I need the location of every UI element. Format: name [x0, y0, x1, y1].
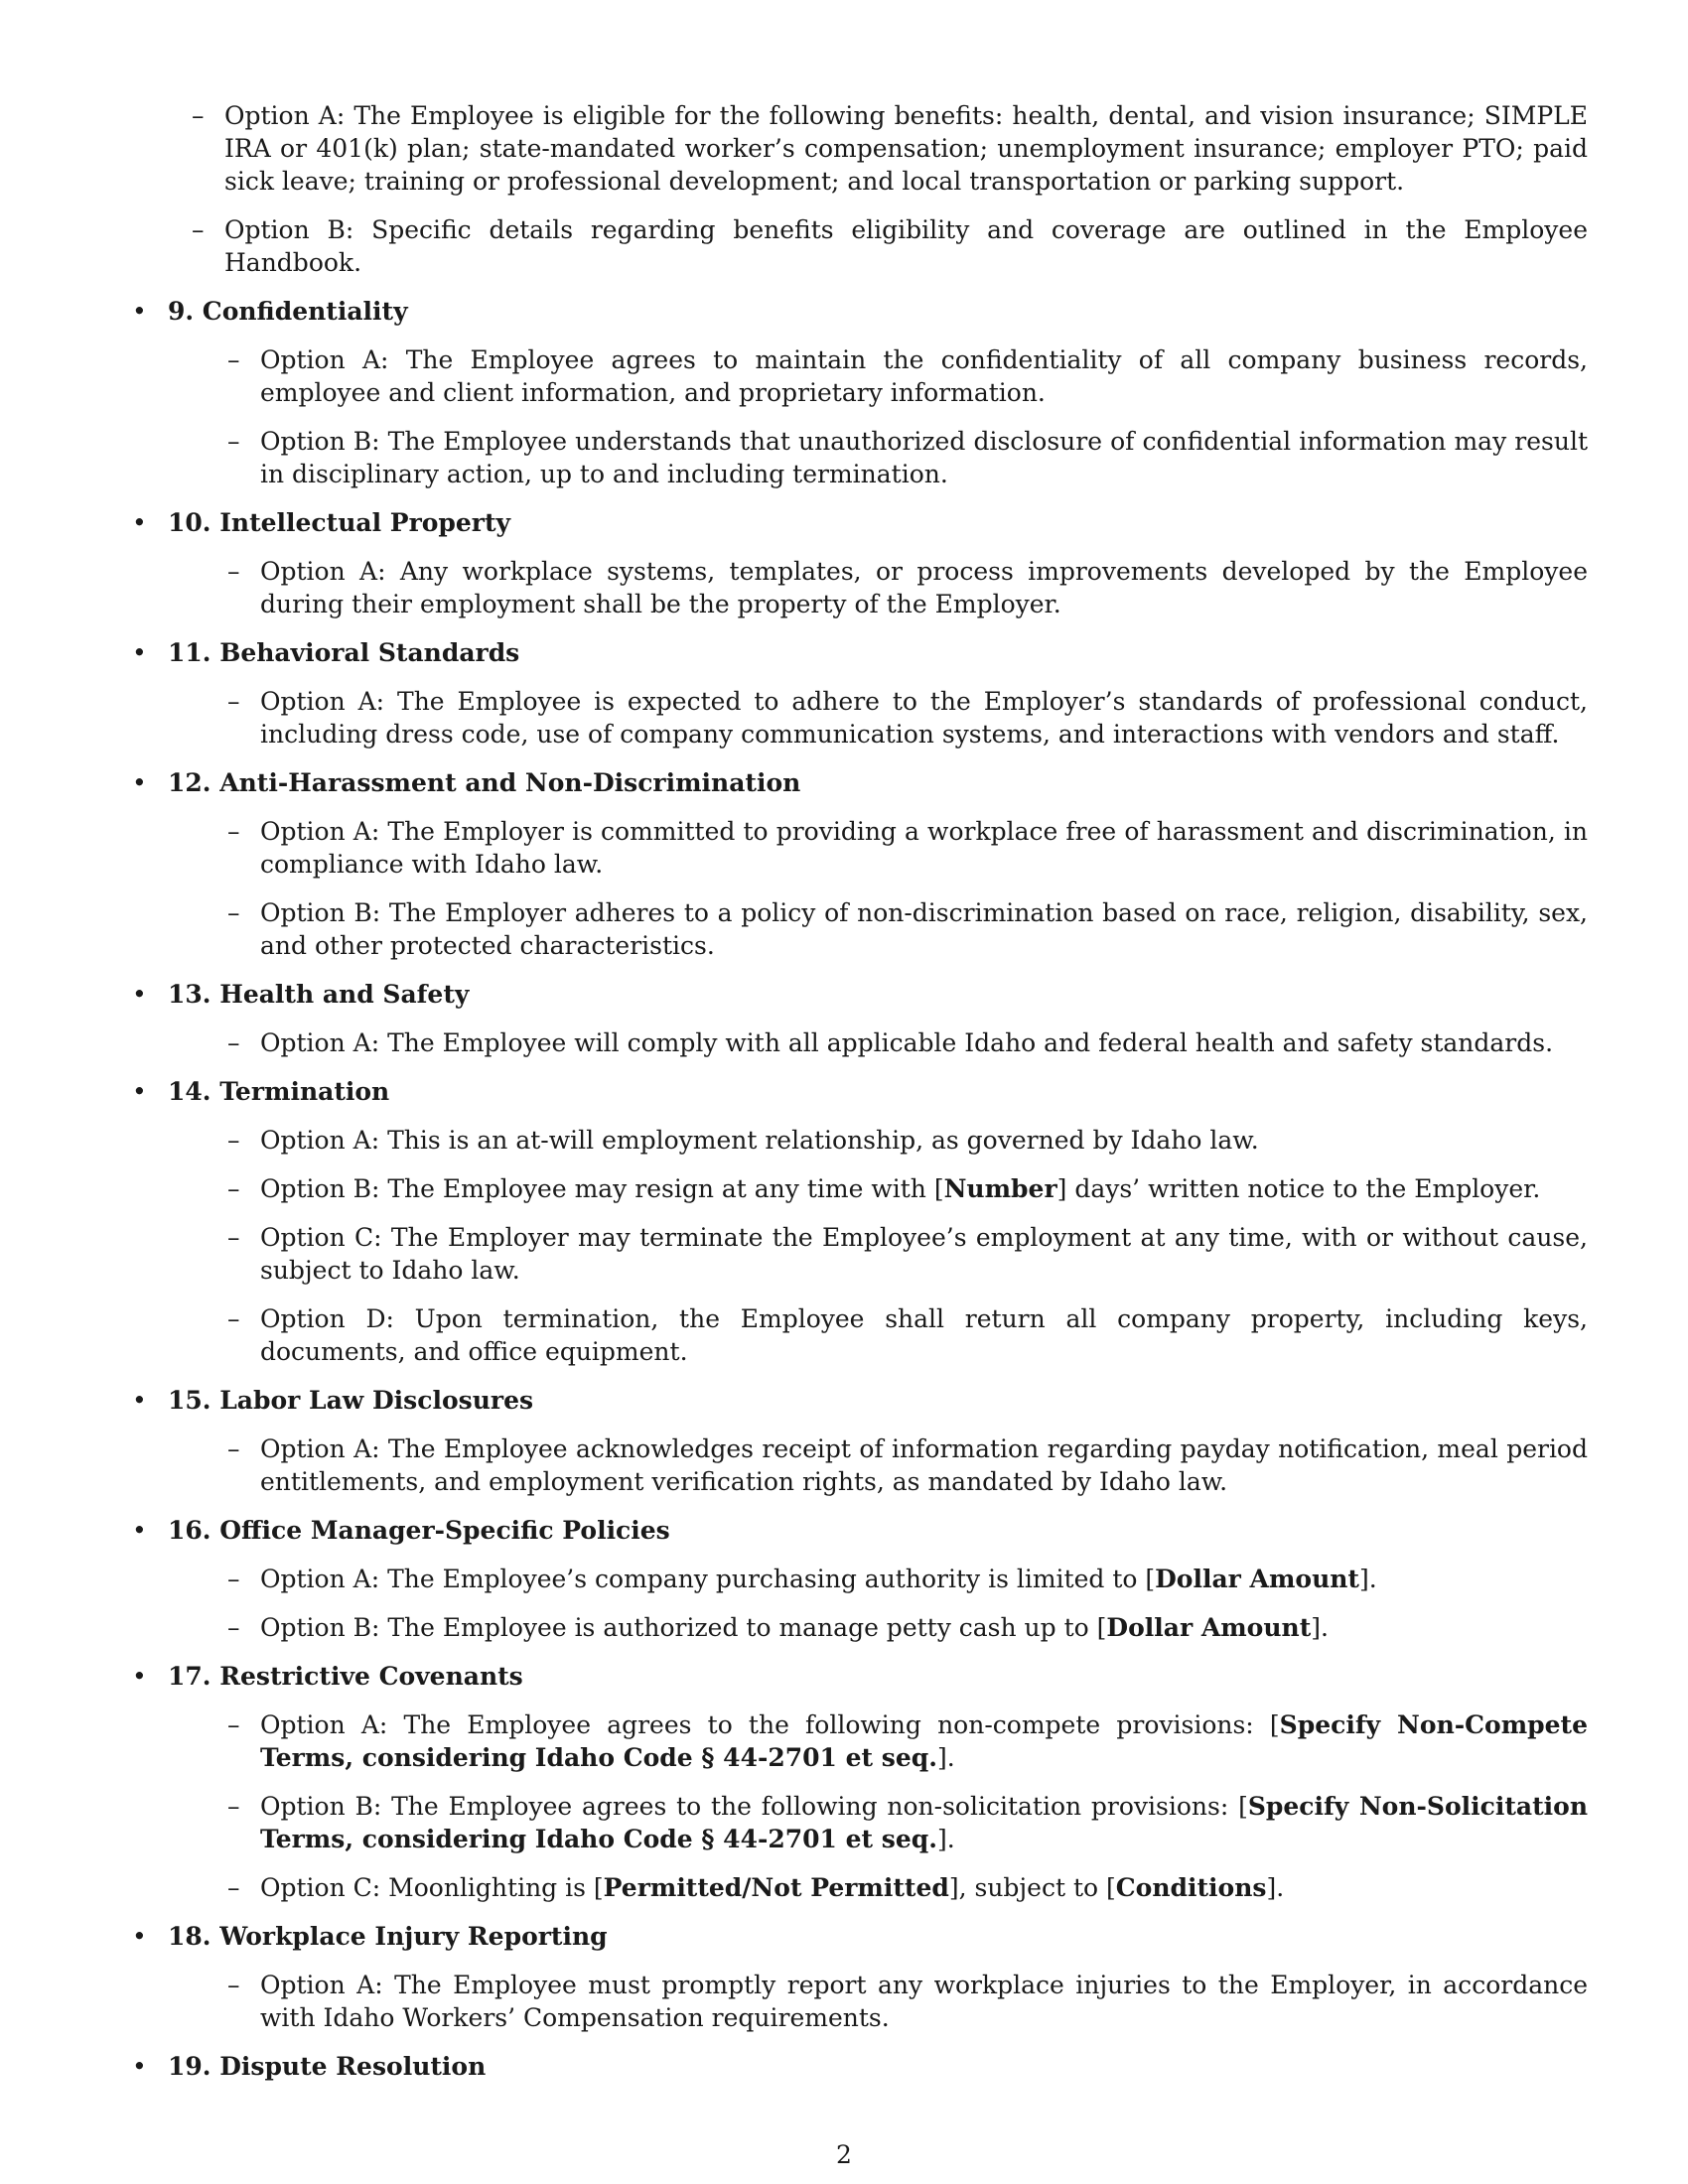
section-list	[132, 295, 1588, 2083]
option-item: – Option C: Moonlighting is [Permitted/Not Permitted], subject to [Conditions].	[227, 1871, 1588, 1904]
option-item: – Option B: The Employee agrees to the following non-solicitation provisions: [Specify Non-Solicitation Terms, considering Idaho Code § 44-2701 et seq.].	[227, 1790, 1588, 1855]
placeholder-field: Conditions	[1115, 1873, 1267, 1902]
document-body	[132, 99, 1588, 2099]
placeholder-field: Number	[943, 1174, 1057, 1203]
section-item	[132, 1920, 1588, 2034]
option-item: – Option A: The Employee is eligible for the following benefits: health, dental, and vision insurance; SIMPLE IRA or 401(k) plan; state-mandated worker’s compensation; unemployment insurance; employer PTO; paid sick leave; training or professional development; and local transportation or parking support.	[192, 99, 1588, 198]
section-title: • 14. Termination	[168, 1077, 390, 1106]
option-item: – Option B: The Employer adheres to a policy of non-discrimination based on race, religion, disability, sex, and other protected characteristics.	[227, 896, 1588, 962]
option-item: – Option A: The Employee agrees to the following non-compete provisions: [Specify Non-Compete Terms, considering Idaho Code § 44-2701 et seq.].	[227, 1708, 1588, 1774]
section-title: • 11. Behavioral Standards	[168, 638, 520, 667]
option-item: – Option B: Specific details regarding benefits eligibility and coverage are outlined in the Employee Handbook.	[192, 213, 1588, 279]
placeholder-field: Dollar Amount	[1155, 1565, 1359, 1593]
option-item: – Option A: Any workplace systems, templates, or process improvements developed by the Employee during their employment shall be the property of the Employer.	[227, 555, 1588, 620]
section-title: • 9. Confidentiality	[168, 297, 408, 326]
section-title: • 10. Intellectual Property	[168, 508, 511, 537]
section-title: • 16. Office Manager-Specific Policies	[168, 1516, 670, 1545]
option-item: – Option B: The Employee may resign at any time with [Number] days’ written notice to the Employer.	[227, 1172, 1588, 1205]
section-item	[132, 1660, 1588, 1904]
section-title: • 15. Labor Law Disclosures	[168, 1386, 534, 1415]
option-item: – Option A: The Employee is expected to adhere to the Employer’s standards of professional conduct, including dress code, use of company communication systems, and interactions with vendors and staff.	[227, 685, 1588, 751]
option-item: – Option A: The Employer is committed to providing a workplace free of harassment and discrimination, in compliance with Idaho law.	[227, 815, 1588, 881]
option-item: – Option A: The Employee agrees to maintain the confidentiality of all company business records, employee and client information, and proprietary information.	[227, 343, 1588, 409]
option-item: – Option A: This is an at-will employment relationship, as governed by Idaho law.	[227, 1124, 1588, 1157]
section-title: • 13. Health and Safety	[168, 980, 470, 1009]
option-item: – Option A: The Employee must promptly report any workplace injuries to the Employer, in accordance with Idaho Workers’ Compensation requirements.	[227, 1969, 1588, 2034]
section-item	[132, 978, 1588, 1059]
option-item: – Option B: The Employee understands that unauthorized disclosure of confidential information may result in disciplinary action, up to and including termination.	[227, 425, 1588, 490]
continued-benefits-options	[132, 99, 1588, 279]
placeholder-field: Dollar Amount	[1106, 1613, 1312, 1642]
section-title: • 19. Dispute Resolution	[168, 2052, 487, 2081]
option-item: – Option A: The Employee will comply with all applicable Idaho and federal health and safety standards.	[227, 1026, 1588, 1059]
section-title: • 18. Workplace Injury Reporting	[168, 1922, 608, 1951]
section-item	[132, 1514, 1588, 1644]
section-item	[132, 636, 1588, 751]
option-item: – Option B: The Employee is authorized to manage petty cash up to [Dollar Amount].	[227, 1611, 1588, 1644]
placeholder-field: Specify Non-Compete Terms, considering Idaho Code § 44-2701 et seq.	[260, 1710, 1588, 1772]
option-item: – Option C: The Employer may terminate the Employee’s employment at any time, with or without cause, subject to Idaho law.	[227, 1221, 1588, 1287]
section-item	[132, 1384, 1588, 1498]
section-title: • 12. Anti-Harassment and Non-Discrimination	[168, 768, 801, 797]
placeholder-field: Specify Non-Solicitation Terms, considering Idaho Code § 44-2701 et seq.	[260, 1792, 1588, 1853]
option-item: – Option D: Upon termination, the Employee shall return all company property, including keys, documents, and office equipment.	[227, 1302, 1588, 1368]
option-item: – Option A: The Employee acknowledges receipt of information regarding payday notification, meal period entitlements, and employment verification rights, as mandated by Idaho law.	[227, 1433, 1588, 1498]
placeholder-field: Permitted/Not Permitted	[603, 1873, 949, 1902]
page-number: 2	[836, 2140, 852, 2169]
section-item	[132, 766, 1588, 962]
section-item	[132, 506, 1588, 620]
option-item: – Option A: The Employee’s company purchasing authority is limited to [Dollar Amount].	[227, 1563, 1588, 1595]
section-item	[132, 2050, 1588, 2083]
section-item	[132, 295, 1588, 490]
section-item	[132, 1075, 1588, 1368]
section-title: • 17. Restrictive Covenants	[168, 1662, 523, 1691]
